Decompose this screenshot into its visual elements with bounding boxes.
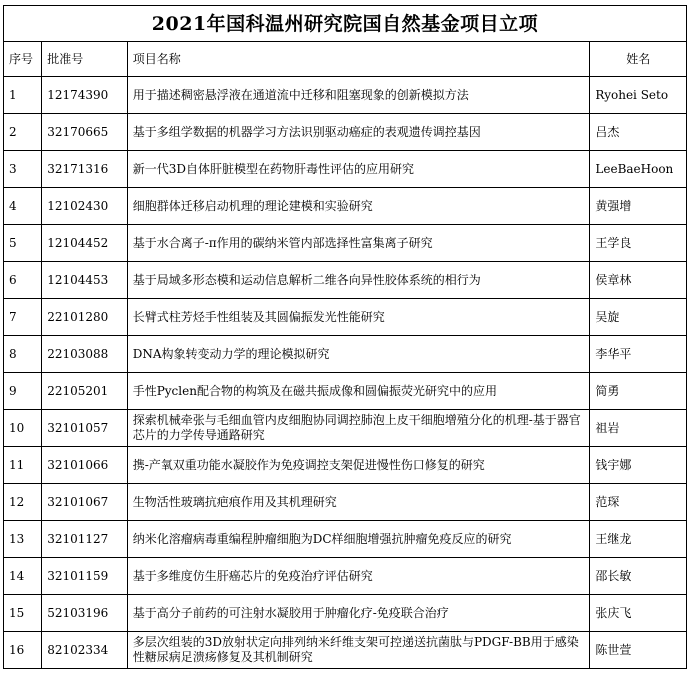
- cell-approval: 22105201: [42, 373, 127, 410]
- cell-name: 吕杰: [590, 114, 687, 151]
- table-row: [4, 484, 687, 521]
- cell-approval: 32101057: [42, 410, 127, 447]
- cell-name: 王继龙: [590, 521, 687, 558]
- table-row: [4, 373, 687, 410]
- header-project: 项目名称: [127, 42, 590, 77]
- cell-project: 多层次组装的3D放射状定向排列纳米纤维支架可控递送抗菌肽与PDGF-BB用于感染性糖尿病足溃疡修复及其机制研究: [127, 632, 590, 669]
- cell-name: 简勇: [590, 373, 687, 410]
- cell-project: 用于描述稠密悬浮液在通道流中迁移和阻塞现象的创新模拟方法: [127, 77, 590, 114]
- cell-approval: 32101127: [42, 521, 127, 558]
- cell-no: 16: [4, 632, 42, 669]
- cell-approval: 12104453: [42, 262, 127, 299]
- table-row: [4, 521, 687, 558]
- cell-name: 李华平: [590, 336, 687, 373]
- project-table-sheet: [3, 5, 687, 669]
- cell-no: 14: [4, 558, 42, 595]
- cell-approval: 52103196: [42, 595, 127, 632]
- cell-no: 2: [4, 114, 42, 151]
- cell-name: 钱宇娜: [590, 447, 687, 484]
- table-row: [4, 410, 687, 447]
- cell-approval: 22101280: [42, 299, 127, 336]
- header-name: 姓名: [590, 42, 687, 77]
- cell-no: 10: [4, 410, 42, 447]
- cell-name: 范琛: [590, 484, 687, 521]
- cell-project: 纳米化溶瘤病毒重编程肿瘤细胞为DC样细胞增强抗肿瘤免疫反应的研究: [127, 521, 590, 558]
- cell-project: DNA构象转变动力学的理论模拟研究: [127, 336, 590, 373]
- cell-project: 基于局域多形态模和运动信息解析二维各向异性胶体系统的相行为: [127, 262, 590, 299]
- table-row: [4, 447, 687, 484]
- cell-no: 5: [4, 225, 42, 262]
- table-row: [4, 595, 687, 632]
- title-row: [4, 6, 687, 42]
- table-row: [4, 632, 687, 669]
- cell-no: 9: [4, 373, 42, 410]
- cell-no: 13: [4, 521, 42, 558]
- cell-no: 11: [4, 447, 42, 484]
- cell-project: 长臂式柱芳烃手性组装及其圆偏振发光性能研究: [127, 299, 590, 336]
- cell-project: 新一代3D自体肝脏模型在药物肝毒性评估的应用研究: [127, 151, 590, 188]
- project-table: [3, 5, 687, 669]
- cell-no: 3: [4, 151, 42, 188]
- cell-project: 生物活性玻璃抗疤痕作用及其机理研究: [127, 484, 590, 521]
- cell-approval: 22103088: [42, 336, 127, 373]
- cell-project: 细胞群体迁移启动机理的理论建模和实验研究: [127, 188, 590, 225]
- cell-name: 侯章林: [590, 262, 687, 299]
- table-row: [4, 114, 687, 151]
- cell-no: 8: [4, 336, 42, 373]
- cell-project: 基于高分子前药的可注射水凝胶用于肿瘤化疗-免疫联合治疗: [127, 595, 590, 632]
- cell-name: 吴旋: [590, 299, 687, 336]
- table-row: [4, 336, 687, 373]
- cell-no: 7: [4, 299, 42, 336]
- cell-approval: 12104452: [42, 225, 127, 262]
- cell-no: 4: [4, 188, 42, 225]
- cell-name: 黄强增: [590, 188, 687, 225]
- cell-project: 携-产氧双重功能水凝胶作为免疫调控支架促进慢性伤口修复的研究: [127, 447, 590, 484]
- cell-no: 15: [4, 595, 42, 632]
- table-row: [4, 188, 687, 225]
- header-row: [4, 42, 687, 77]
- table-row: [4, 558, 687, 595]
- cell-project: 基于多组学数据的机器学习方法识别驱动癌症的表观遗传调控基因: [127, 114, 590, 151]
- header-approval: 批准号: [42, 42, 127, 77]
- table-row: [4, 299, 687, 336]
- table-row: [4, 151, 687, 188]
- cell-approval: 12102430: [42, 188, 127, 225]
- cell-name: LeeBaeHoon: [590, 151, 687, 188]
- table-row: [4, 262, 687, 299]
- cell-approval: 82102334: [42, 632, 127, 669]
- cell-approval: 32170665: [42, 114, 127, 151]
- cell-project: 基于水合离子-π作用的碳纳米管内部选择性富集离子研究: [127, 225, 590, 262]
- cell-name: 张庆飞: [590, 595, 687, 632]
- cell-approval: 32101066: [42, 447, 127, 484]
- cell-name: Ryohei Seto: [590, 77, 687, 114]
- page-title: 2021年国科温州研究院国自然基金项目立项: [4, 6, 687, 42]
- cell-no: 6: [4, 262, 42, 299]
- cell-project: 探索机械牵张与毛细血管内皮细胞协同调控肺泡上皮干细胞增殖分化的机理-基于器官芯片的力学传导通路研究: [127, 410, 590, 447]
- header-no: 序号: [4, 42, 42, 77]
- cell-project: 手性Pyclen配合物的构筑及在磁共振成像和圆偏振荧光研究中的应用: [127, 373, 590, 410]
- table-row: [4, 77, 687, 114]
- cell-project: 基于多维度仿生肝癌芯片的免疫治疗评估研究: [127, 558, 590, 595]
- cell-approval: 12174390: [42, 77, 127, 114]
- cell-no: 12: [4, 484, 42, 521]
- cell-name: 陈世萱: [590, 632, 687, 669]
- cell-name: 邵长敏: [590, 558, 687, 595]
- cell-name: 王学良: [590, 225, 687, 262]
- cell-approval: 32101159: [42, 558, 127, 595]
- cell-approval: 32101067: [42, 484, 127, 521]
- cell-name: 祖岩: [590, 410, 687, 447]
- cell-no: 1: [4, 77, 42, 114]
- table-row: [4, 225, 687, 262]
- cell-approval: 32171316: [42, 151, 127, 188]
